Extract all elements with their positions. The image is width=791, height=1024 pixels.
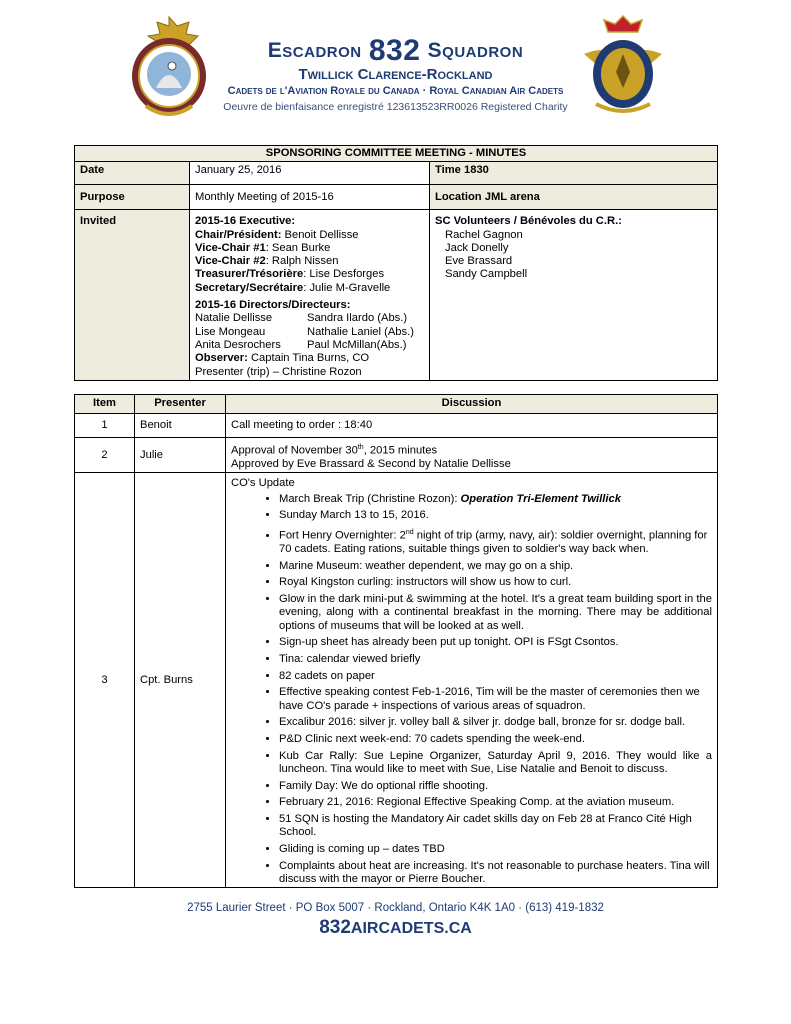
meeting-info-table — [74, 145, 718, 381]
volunteers-list — [435, 229, 712, 282]
list-item: • Gliding is coming up – dates TBD — [279, 843, 712, 856]
vice-chair-2-line: Vice-Chair #2: Ralph Nissen — [195, 255, 339, 268]
director-name: Anita Desrochers — [195, 338, 281, 351]
director-name: Natalie Dellisse — [195, 312, 273, 325]
cadets-line: Cadets de l'Aviation Royale du Canada · Royal Canadian Air Cadets — [227, 85, 564, 97]
agenda-table — [74, 394, 718, 888]
table-row — [75, 438, 718, 473]
location-value: Location JML arena — [430, 185, 718, 210]
list-item: • Complaints about heat are increasing. It's not reasonable to purchase heaters. Tina will discuss with the mayor or Pierre Boucher. — [279, 860, 712, 887]
list-item: • Tina: calendar viewed briefly — [279, 653, 712, 666]
list-item: • Family Day: We do optional riffle shooting. — [279, 780, 712, 793]
list-item: • Sunday March 13 to 15, 2016. — [279, 509, 712, 522]
discussion-text: Approval of November 30th, 2015 minutes Approved by Eve Brassard & Second by Natalie Dellisse — [226, 438, 718, 473]
co-update-list — [231, 493, 712, 887]
presenter-name: Benoit — [135, 414, 226, 438]
presenter-name: Julie — [135, 438, 226, 473]
observer-line: Observer: Captain Tina Burns, CO — [195, 352, 370, 365]
list-item: • Excalibur 2016: silver jr. volley ball & silver jr. dodge ball, bronze for sr. dodge ball. — [279, 716, 712, 729]
squadron-subtitle: Twillick Clarence-Rockland — [298, 66, 493, 83]
list-item: • Kub Car Rally: Sue Lepine Organizer, Saturday April 9, 2016. They would like a luncheon. Tina would like to meet with Sue, Lise Natalie and Benoit to discuss. — [279, 750, 712, 777]
date-value: January 25, 2016 — [190, 162, 430, 185]
chair-line: Chair/Président: Benoit Dellisse — [195, 228, 359, 241]
presenter-line: Presenter (trip) – Christine Rozon — [195, 365, 362, 378]
director-name: Sandra Ilardo (Abs.) — [307, 312, 408, 325]
treasurer-line: Treasurer/Trésorière: Lise Desforges — [195, 268, 385, 281]
list-item: • February 21, 2016: Regional Effective Speaking Comp. at the aviation museum. — [279, 796, 712, 809]
table-row — [75, 473, 718, 888]
list-item: • Royal Kingston curling: instructors will show us how to curl. — [279, 576, 712, 589]
charity-line: Oeuvre de bienfaisance enregistré 123613523RR0026 Registered Charity — [223, 101, 568, 113]
directors-heading: 2015-16 Directors/Directeurs: — [195, 299, 351, 312]
purpose-value: Monthly Meeting of 2015-16 — [190, 185, 430, 210]
column-header-item: Item — [75, 395, 135, 414]
list-item: • Marine Museum: weather dependent, we may go on a ship. — [279, 560, 712, 573]
invited-label: Invited — [75, 210, 190, 381]
volunteer-name: Jack Donelly — [445, 241, 509, 254]
date-label: Date — [75, 162, 190, 185]
column-header-discussion: Discussion — [226, 395, 718, 414]
volunteers-heading: SC Volunteers / Bénévoles du C.R.: — [435, 215, 622, 228]
executive-heading: 2015-16 Executive: — [195, 215, 296, 228]
list-item: • Fort Henry Overnighter: 2nd night of trip (army, navy, air): soldier overnight, planning for 70 cadets. Eating rations, suitable things given to soldier's way back when. — [279, 526, 712, 556]
time-value: Time 1830 — [430, 162, 718, 185]
director-name: Lise Mongeau — [195, 325, 266, 338]
volunteer-name: Rachel Gagnon — [445, 228, 523, 241]
list-item: • March Break Trip (Christine Rozon): Operation Tri-Element Twillick — [279, 493, 712, 506]
volunteers-cell — [430, 210, 718, 381]
list-item: • Sign-up sheet has already been put up tonight. OPI is FSgt Csontos. — [279, 636, 712, 649]
volunteer-name: Eve Brassard — [445, 255, 513, 268]
squadron-title: Escadron 832 Squadron — [267, 34, 524, 67]
purpose-label: Purpose — [75, 185, 190, 210]
list-item: • P&D Clinic next week-end: 70 cadets spending the week-end. — [279, 733, 712, 746]
co-update-heading: CO's Update — [231, 477, 295, 490]
volunteer-name: Sandy Campbell — [445, 268, 528, 281]
discussion-text — [226, 473, 718, 888]
list-item: • Glow in the dark mini-put & swimming at the hotel. It's a great team building sport in the evening, along with a continental breakfast in the morning. There may be additional options of museums that will be looked at as well. — [279, 593, 712, 633]
presenter-name: Cpt. Burns — [135, 473, 226, 888]
list-item: • Effective speaking contest Feb-1-2016, Tim will be the master of ceremonies then we have CO's parade + inspections of various areas of squadron. — [279, 686, 712, 713]
footer-address: 2755 Laurier Street · PO Box 5007 · Rockland, Ontario K4K 1A0 · (613) 419-1832 — [187, 902, 604, 914]
footer-website-link[interactable]: 832AIRCADETS.CA — [319, 917, 472, 938]
item-number: 1 — [75, 414, 135, 438]
list-item: • 82 cadets on paper — [279, 670, 712, 683]
directors-list — [195, 312, 424, 352]
vice-chair-1-line: Vice-Chair #1: Sean Burke — [195, 241, 331, 254]
column-header-presenter: Presenter — [135, 395, 226, 414]
item-number: 3 — [75, 473, 135, 888]
executive-cell — [190, 210, 430, 381]
director-name: Nathalie Laniel (Abs.) — [307, 325, 414, 338]
list-item: • 51 SQN is hosting the Mandatory Air cadet skills day on Feb 28 at Franco Cité High School. — [279, 813, 712, 840]
secretary-line: Secretary/Secrétaire: Julie M-Gravelle — [195, 281, 391, 294]
director-name: Paul McMillan(Abs.) — [307, 338, 407, 351]
discussion-text: Call meeting to order : 18:40 — [226, 414, 718, 438]
table-row — [75, 414, 718, 438]
item-number: 2 — [75, 438, 135, 473]
meeting-heading: SPONSORING COMMITTEE MEETING - MINUTES — [75, 146, 718, 162]
